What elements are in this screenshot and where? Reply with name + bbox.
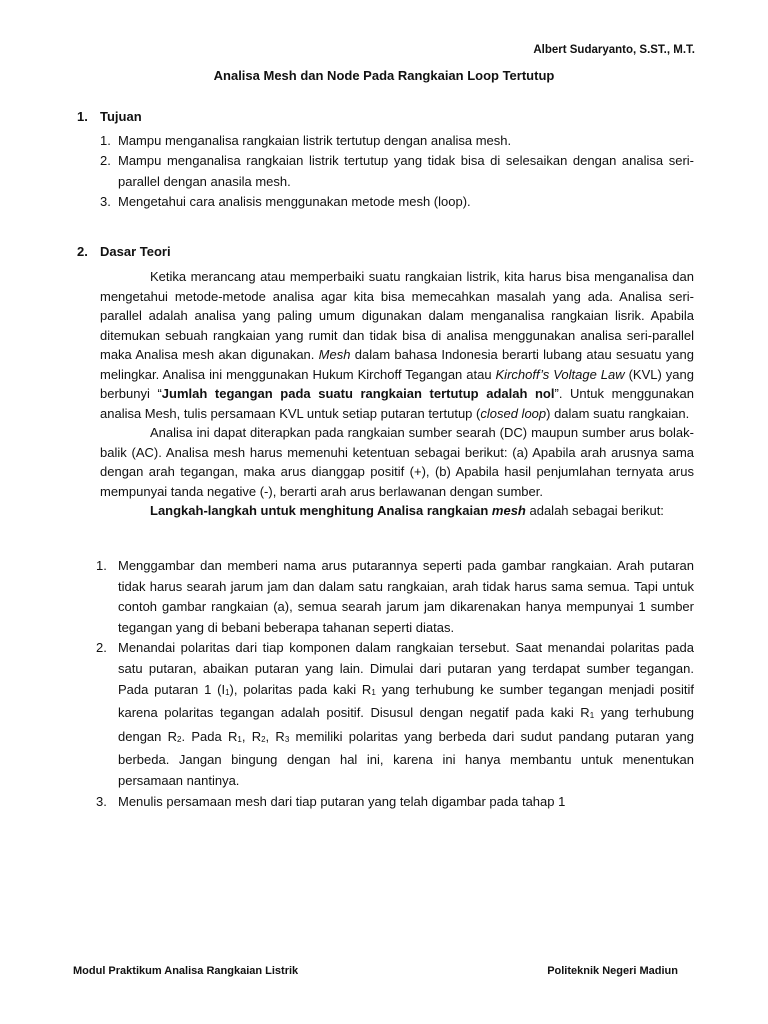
p3-mesh-term: mesh bbox=[491, 503, 526, 518]
theory-paragraph-2: Analisa ini dapat diterapkan pada rangkaian sumber searah (DC) maupun sumber arus bolak-balik (AC). Analisa mesh harus memenuhi ketentuan sebagai berikut: (a) Apabila arah arusnya sama dengan arah tegangan, maka arus dianggap positif (+), (b) Apabila hasil penjumlahan ternyata arus mempunyai tanda negative (-), berarti arah arus berlawanan dengan sumber. bbox=[100, 425, 694, 499]
step-number: 1. bbox=[96, 558, 107, 573]
step-item bbox=[96, 638, 694, 791]
step2-text-g: , R bbox=[265, 728, 285, 744]
objective-text: Mampu menganalisa rangkaian listrik tertutup yang tidak bisa di selesaikan dengan analisa seri-parallel dengan anasila mesh. bbox=[118, 153, 694, 189]
theory-paragraph-3 bbox=[100, 501, 694, 521]
section-2-number: 2. bbox=[77, 244, 88, 259]
step-item bbox=[96, 792, 694, 813]
step-number: 2. bbox=[96, 640, 107, 656]
section-1-heading bbox=[77, 109, 142, 124]
objective-item bbox=[100, 151, 694, 192]
p3-text-rest: adalah sebagai berikut: bbox=[525, 503, 664, 518]
p1-kvl-statement: Jumlah tegangan pada suatu rangkaian tertutup adalah nol bbox=[161, 386, 555, 401]
step2-text-d: yang terhubung dengan R bbox=[118, 705, 694, 744]
theory-body bbox=[100, 267, 694, 521]
section-2-title: Dasar Teori bbox=[100, 244, 171, 259]
section-2-heading bbox=[77, 244, 171, 259]
objective-item bbox=[100, 131, 694, 151]
subscript: 1 bbox=[371, 687, 376, 697]
objective-text: Mengetahui cara analisis menggunakan metode mesh (loop). bbox=[118, 193, 471, 209]
footer-module-name: Modul Praktikum Analisa Rangkaian Listrik bbox=[73, 965, 299, 977]
p1-text-b: dalam bahasa Indonesia berarti lubang atau sesuatu yang melingkar. Analisa ini menggunakan Hukum Kirchoff Tegangan atau bbox=[100, 347, 694, 382]
step2-text-c: yang terhubung ke sumber tegangan menjadi positif karena polaritas tegangan adalah positif. Disusul dengan negatif pada kaki R bbox=[118, 681, 695, 721]
document-title: Analisa Mesh dan Node Pada Rangkaian Loop Tertutup bbox=[213, 68, 555, 83]
steps-list bbox=[96, 556, 694, 812]
subscript: 1 bbox=[589, 711, 595, 721]
step-number: 3. bbox=[96, 793, 107, 809]
p1-kvl-term: Kirchoff’s Voltage Law bbox=[495, 366, 625, 382]
subscript: 1 bbox=[237, 734, 242, 744]
step-item bbox=[96, 556, 694, 638]
step2-text-a: Menandai polaritas dari tiap komponen dalam rangkaian tersebut. Saat menandai polaritas pada satu putaran, abaikan putaran yang lain. Dimulai dari putaran yang terdapat sumber tegangan. Pada putaran 1 (I bbox=[118, 640, 694, 697]
objective-number: 2. bbox=[100, 153, 111, 169]
objectives-list bbox=[100, 131, 694, 212]
objective-text: Mampu menganalisa rangkaian listrik tertutup dengan analisa mesh. bbox=[118, 133, 512, 148]
subscript: 2 bbox=[261, 734, 266, 744]
section-1-number: 1. bbox=[77, 109, 88, 124]
p1-text-d: ”. Untuk menggunakan analisa Mesh, tulis persamaan KVL untuk setiap putaran tertutup ( bbox=[100, 386, 694, 421]
p1-text-a: Ketika merancang atau memperbaiki suatu rangkaian listrik, kita harus bisa menganalisa dan mengetahui metode-metode analisa agar kita bisa memecahkan masalah yang ada. Analisa seri-parallel adalah analisa yang paling umum digunakan dalam menganalisa rangkaian lisrik. Apabila ditemukan sebuah rangkaian yang rumit dan tidak bisa di analisa menggunakan analisa seri-parallel maka Analisa mesh akan digunakan. bbox=[100, 269, 694, 362]
subscript: 2 bbox=[177, 734, 182, 744]
step2-text-f: , R bbox=[241, 728, 262, 744]
step2-text-e: . Pada R bbox=[181, 728, 238, 744]
footer-institution: Politeknik Negeri Madiun bbox=[547, 965, 678, 977]
p1-text-c: (KVL) yang berbunyi “ bbox=[100, 366, 694, 401]
p3-bold-text: Langkah-langkah untuk menghitung Analisa rangkaian bbox=[150, 503, 492, 518]
p1-text-e: ) dalam suatu rangkaian. bbox=[546, 405, 690, 421]
objective-number: 1. bbox=[100, 133, 111, 148]
step-text: Menggambar dan memberi nama arus putarannya seperti pada gambar rangkaian. Arah putaran tidak harus searah jarum jam dan dalam satu rangkaian, arah tidak harus sama semua. Tapi untuk contoh gambar rangkaian (a), semua searah jarum jam dikarenakan hanya mempunyai 1 sumber tegangan yang di bebani beberapa tahanan seperti diatas. bbox=[118, 558, 694, 635]
section-1-title: Tujuan bbox=[100, 109, 142, 124]
theory-paragraph-1 bbox=[100, 267, 694, 423]
subscript: 3 bbox=[284, 734, 290, 744]
objective-number: 3. bbox=[100, 193, 111, 209]
subscript: 1 bbox=[225, 687, 230, 697]
step2-text-b: ), polaritas pada kaki R bbox=[229, 681, 372, 697]
objective-item bbox=[100, 192, 694, 212]
author-name: Albert Sudaryanto, S.ST., M.T. bbox=[533, 44, 695, 56]
step2-text-h: memiliki polaritas yang berbeda dari sudut pandang putaran yang berbeda. Jangan bingung dengan hal ini, karena ini hanya membantu untuk menentukan persamaan nantinya. bbox=[118, 728, 694, 788]
p1-mesh-term: Mesh bbox=[318, 347, 351, 362]
p1-closed-loop-term: closed loop bbox=[480, 405, 547, 421]
step-text: Menulis persamaan mesh dari tiap putaran yang telah digambar pada tahap 1 bbox=[118, 793, 566, 809]
